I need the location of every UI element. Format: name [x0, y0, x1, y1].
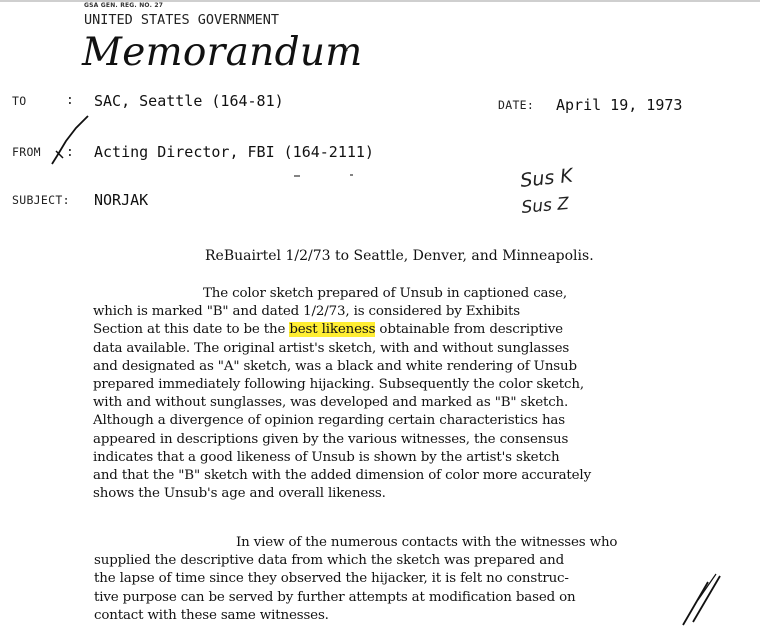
body-line: contact with these same witnesses. [94, 607, 329, 623]
from-label: FROM [12, 145, 41, 159]
from-colon: : [66, 145, 74, 160]
body-line: tive purpose can be served by further attempts at modification based on [94, 589, 576, 605]
body-line: and designated as "A" sketch, was a black and white rendering of Unsub [93, 358, 577, 374]
body-line: data available. The original artist's sketch, with and without sunglasses [93, 340, 570, 356]
body-line: supplied the descriptive data from which the sketch was prepared and [94, 553, 564, 569]
agency-heading: UNITED STATES GOVERNMENT [84, 12, 280, 28]
body-line: indicates that a good likeness of Unsub is shown by the artist's sketch [93, 449, 560, 465]
body-line: prepared immediately following hijacking. Subsequently the color sketch, [93, 377, 584, 393]
subject-label: SUBJECT: [12, 193, 70, 207]
to-value: SAC, Seattle (164-81) [94, 92, 284, 110]
handwritten-note-1: Sus K [519, 164, 574, 192]
from-value: Acting Director, FBI (164-2111) [94, 143, 374, 161]
initial-slash [52, 116, 88, 164]
date-label: DATE: [498, 98, 535, 112]
body-line: and that the "B" sketch with the added dimension of color more accurately [93, 468, 591, 484]
body-line: shows the Unsub's age and overall likeness. [93, 486, 386, 502]
body-line: appeared in descriptions given by the various witnesses, the consensus [93, 431, 569, 447]
stray-mark [343, 44, 347, 51]
text-segment: obtainable from descriptive [375, 322, 563, 338]
body-line: Although a divergence of opinion regarding certain characteristics has [93, 413, 565, 429]
subject-value: NORJAK [94, 191, 149, 209]
body-line: the lapse of time since they observed the hijacker, it is felt no construc- [94, 571, 569, 587]
to-colon: : [66, 93, 74, 108]
body-line-highlight [93, 321, 733, 339]
paragraph-2 [94, 534, 734, 625]
body-line: which is marked "B" and dated 1/2/73, is considered by Exhibits [93, 304, 520, 320]
handwritten-note-2: Sus Z [520, 193, 570, 218]
document-title: Memorandum [82, 30, 363, 75]
body-line: In view of the numerous contacts with the witnesses who [236, 535, 618, 550]
form-number: GSA GEN. REG. NO. 27 [84, 2, 164, 9]
text-segment: Section at this date to be the [93, 322, 290, 338]
date-value: April 19, 1973 [556, 96, 683, 114]
reference-line: ReBuairtel 1/2/73 to Seattle, Denver, and Minneapolis. [205, 248, 594, 264]
body-line: with and without sunglasses, was developed and marked as "B" sketch. [93, 395, 569, 411]
highlighted-phrase: best likeness [289, 322, 376, 338]
body-line: The color sketch prepared of Unsub in captioned case, [203, 286, 567, 301]
to-label: TO [12, 94, 27, 108]
paragraph-1 [93, 285, 733, 503]
